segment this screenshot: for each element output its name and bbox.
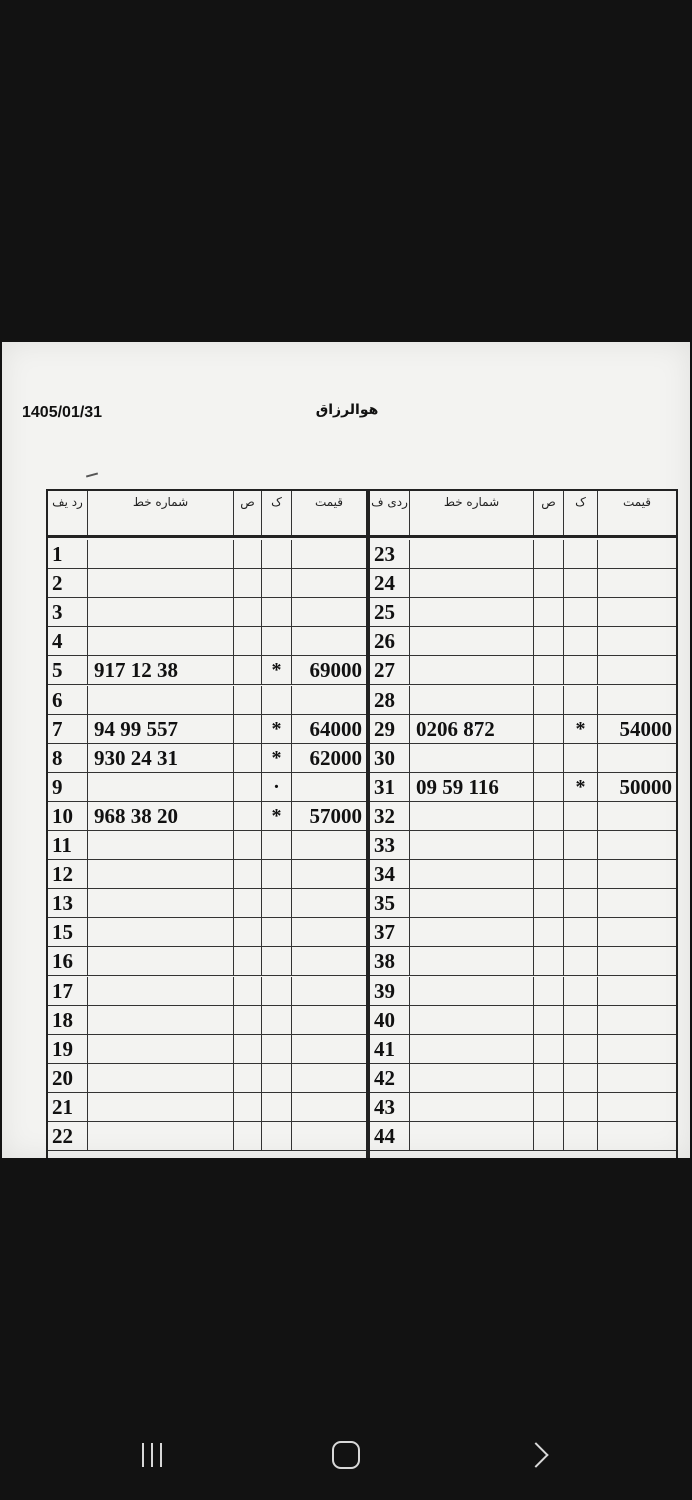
kaf-mark-cell xyxy=(262,627,292,655)
sad-mark-cell xyxy=(534,715,564,743)
kaf-mark-cell xyxy=(564,686,598,714)
kaf-mark-cell xyxy=(564,918,598,946)
recents-icon xyxy=(142,1443,162,1467)
price-cell xyxy=(292,598,366,626)
price-cell xyxy=(292,627,366,655)
row-number-cell: 17 xyxy=(48,977,88,1005)
ledger-table xyxy=(46,489,678,1158)
price-cell xyxy=(598,889,676,917)
sad-mark-cell xyxy=(534,831,564,859)
table-row xyxy=(370,540,676,569)
sad-mark-cell xyxy=(234,569,262,597)
table-row xyxy=(48,918,366,947)
row-number-cell: 13 xyxy=(48,889,88,917)
kaf-mark-cell xyxy=(262,569,292,597)
kaf-mark-cell xyxy=(262,540,292,568)
table-row xyxy=(370,656,676,685)
sad-mark-cell xyxy=(234,540,262,568)
home-button[interactable] xyxy=(316,1432,376,1478)
phone-number-cell xyxy=(88,686,234,714)
table-row xyxy=(48,627,366,656)
row-number-cell: 1 xyxy=(48,540,88,568)
ledger-left-half xyxy=(48,491,366,1158)
table-row xyxy=(370,860,676,889)
phone-number-cell: 94 99 557 xyxy=(88,715,234,743)
phone-number-cell: 930 24 31 xyxy=(88,744,234,772)
kaf-mark-cell xyxy=(564,569,598,597)
phone-number-cell xyxy=(88,1064,234,1092)
price-cell: 69000 xyxy=(309,658,362,683)
kaf-mark-cell: * xyxy=(262,715,292,743)
row-number-cell: 15 xyxy=(48,918,88,946)
row-number-cell: 32 xyxy=(370,802,410,830)
phone-number-cell xyxy=(410,889,534,917)
table-row xyxy=(48,947,366,976)
row-number-cell: 24 xyxy=(370,569,410,597)
kaf-mark-cell xyxy=(262,1093,292,1121)
kaf-mark-cell: · xyxy=(262,773,292,801)
table-row xyxy=(370,744,676,773)
sad-mark-cell xyxy=(534,977,564,1005)
phone-number-cell xyxy=(410,831,534,859)
table-row xyxy=(48,1064,366,1093)
row-number-cell: 39 xyxy=(370,977,410,1005)
table-row xyxy=(370,1122,676,1151)
table-row xyxy=(370,802,676,831)
header-rule xyxy=(48,535,366,538)
kaf-mark-cell xyxy=(262,889,292,917)
table-row xyxy=(370,947,676,976)
row-number-cell: 42 xyxy=(370,1064,410,1092)
phone-number-cell xyxy=(410,540,534,568)
phone-number-cell xyxy=(88,947,234,975)
sad-mark-cell xyxy=(534,1093,564,1121)
sad-mark-cell xyxy=(234,1035,262,1063)
price-cell xyxy=(598,1064,676,1092)
kaf-mark-cell: * xyxy=(262,744,292,772)
table-row xyxy=(370,1064,676,1093)
kaf-mark-cell xyxy=(564,540,598,568)
phone-number-cell xyxy=(88,977,234,1005)
table-row xyxy=(48,802,366,831)
phone-number-cell xyxy=(410,947,534,975)
phone-number-cell xyxy=(88,1093,234,1121)
sad-mark-cell xyxy=(234,744,262,772)
table-row xyxy=(48,1122,366,1151)
sad-mark-cell xyxy=(534,744,564,772)
kaf-mark-cell xyxy=(564,831,598,859)
phone-number-cell xyxy=(410,860,534,888)
row-number-cell: 7 xyxy=(48,715,88,743)
phone-number-cell xyxy=(410,627,534,655)
phone-number-cell xyxy=(410,744,534,772)
kaf-mark-cell xyxy=(564,1035,598,1063)
row-number-cell: 26 xyxy=(370,627,410,655)
back-button[interactable] xyxy=(510,1432,570,1478)
sad-mark-cell xyxy=(234,918,262,946)
header-row-no: ردی ف xyxy=(370,491,410,535)
phone-number-cell: 968 38 20 xyxy=(88,802,234,830)
phone-number-cell xyxy=(88,1006,234,1034)
row-number-cell: 2 xyxy=(48,569,88,597)
phone-number-cell xyxy=(88,1122,234,1150)
row-number-cell: 34 xyxy=(370,860,410,888)
table-row xyxy=(370,686,676,715)
phone-number-cell xyxy=(410,656,534,684)
phone-number-cell xyxy=(410,569,534,597)
phone-number-cell xyxy=(410,802,534,830)
row-number-cell: 3 xyxy=(48,598,88,626)
price-cell xyxy=(598,627,676,655)
table-row xyxy=(48,715,366,744)
row-number-cell: 25 xyxy=(370,598,410,626)
row-number-cell: 41 xyxy=(370,1035,410,1063)
price-cell xyxy=(292,918,366,946)
table-row xyxy=(48,1006,366,1035)
price-cell xyxy=(598,540,676,568)
kaf-mark-cell xyxy=(262,860,292,888)
sad-mark-cell xyxy=(534,1006,564,1034)
row-number-cell: 27 xyxy=(370,656,410,684)
row-number-cell: 10 xyxy=(48,802,88,830)
price-cell: 57000 xyxy=(309,803,362,828)
sad-mark-cell xyxy=(234,889,262,917)
sad-mark-cell xyxy=(234,715,262,743)
table-row xyxy=(48,569,366,598)
kaf-mark-cell xyxy=(564,947,598,975)
sad-mark-cell xyxy=(534,773,564,801)
ledger-right-half xyxy=(370,491,676,1158)
price-cell xyxy=(292,947,366,975)
phone-number-cell xyxy=(410,1064,534,1092)
row-number-cell: 4 xyxy=(48,627,88,655)
row-number-cell: 31 xyxy=(370,773,410,801)
price-cell xyxy=(292,1122,366,1150)
sad-mark-cell xyxy=(534,1122,564,1150)
table-row xyxy=(370,773,676,802)
price-cell xyxy=(292,889,366,917)
sad-mark-cell xyxy=(534,889,564,917)
kaf-mark-cell xyxy=(564,598,598,626)
table-row xyxy=(48,686,366,715)
phone-number-cell xyxy=(410,918,534,946)
sad-mark-cell xyxy=(534,540,564,568)
row-number-cell: 30 xyxy=(370,744,410,772)
phone-number-cell xyxy=(88,773,234,801)
table-row xyxy=(48,977,366,1006)
kaf-mark-cell xyxy=(262,1064,292,1092)
phone-number-cell xyxy=(88,860,234,888)
sad-mark-cell xyxy=(534,918,564,946)
sad-mark-cell xyxy=(534,656,564,684)
phone-number-cell xyxy=(88,598,234,626)
document-photo xyxy=(2,342,690,1158)
phone-number-cell: 09 59 116 xyxy=(410,773,534,801)
row-number-cell: 38 xyxy=(370,947,410,975)
kaf-mark-cell xyxy=(564,744,598,772)
header-sad: ص xyxy=(534,491,564,535)
kaf-mark-cell xyxy=(564,889,598,917)
kaf-mark-cell xyxy=(262,1035,292,1063)
header-price: قیمت xyxy=(622,495,652,509)
row-number-cell: 35 xyxy=(370,889,410,917)
price-cell xyxy=(598,831,676,859)
row-number-cell: 44 xyxy=(370,1122,410,1150)
price-cell xyxy=(598,977,676,1005)
price-cell: 50000 xyxy=(619,774,672,799)
table-row xyxy=(48,831,366,860)
table-row xyxy=(48,744,366,773)
table-row xyxy=(370,598,676,627)
sad-mark-cell xyxy=(234,1122,262,1150)
price-cell xyxy=(598,598,676,626)
price-cell xyxy=(292,831,366,859)
table-row xyxy=(370,1093,676,1122)
row-number-cell: 5 xyxy=(48,656,88,684)
kaf-mark-cell: * xyxy=(564,773,598,801)
sad-mark-cell xyxy=(534,686,564,714)
table-row xyxy=(48,598,366,627)
row-number-cell: 11 xyxy=(48,831,88,859)
kaf-mark-cell: * xyxy=(564,715,598,743)
kaf-mark-cell xyxy=(262,918,292,946)
price-cell xyxy=(292,1035,366,1063)
sad-mark-cell xyxy=(234,627,262,655)
row-number-cell: 8 xyxy=(48,744,88,772)
row-number-cell: 20 xyxy=(48,1064,88,1092)
sad-mark-cell xyxy=(534,1064,564,1092)
table-row xyxy=(370,918,676,947)
price-cell xyxy=(598,744,676,772)
price-cell xyxy=(292,540,366,568)
table-row xyxy=(370,569,676,598)
header-price: قیمت xyxy=(314,495,344,509)
price-cell xyxy=(292,569,366,597)
table-row xyxy=(48,773,366,802)
price-cell xyxy=(598,1093,676,1121)
phone-number-cell xyxy=(88,627,234,655)
sad-mark-cell xyxy=(234,802,262,830)
kaf-mark-cell xyxy=(262,686,292,714)
header-rule xyxy=(370,535,676,538)
phone-number-cell: 917 12 38 xyxy=(88,656,234,684)
sad-mark-cell xyxy=(534,1035,564,1063)
sad-mark-cell xyxy=(234,831,262,859)
price-cell xyxy=(292,1006,366,1034)
table-row xyxy=(370,977,676,1006)
row-number-cell: 18 xyxy=(48,1006,88,1034)
sad-mark-cell xyxy=(234,1006,262,1034)
row-number-cell: 37 xyxy=(370,918,410,946)
kaf-mark-cell xyxy=(564,977,598,1005)
price-cell xyxy=(598,1006,676,1034)
row-number-cell: 40 xyxy=(370,1006,410,1034)
price-cell: 54000 xyxy=(619,716,672,741)
kaf-mark-cell xyxy=(564,860,598,888)
kaf-mark-cell: * xyxy=(262,656,292,684)
price-cell xyxy=(292,977,366,1005)
kaf-mark-cell: * xyxy=(262,802,292,830)
kaf-mark-cell xyxy=(262,598,292,626)
phone-number-cell xyxy=(88,889,234,917)
sad-mark-cell xyxy=(234,1093,262,1121)
price-cell xyxy=(292,1064,366,1092)
table-row xyxy=(48,1093,366,1122)
table-row xyxy=(370,1035,676,1064)
header-row-no: رد یف xyxy=(48,491,88,535)
row-number-cell: 6 xyxy=(48,686,88,714)
price-cell xyxy=(598,947,676,975)
sad-mark-cell xyxy=(534,947,564,975)
table-row xyxy=(48,889,366,918)
sad-mark-cell xyxy=(234,860,262,888)
kaf-mark-cell xyxy=(564,1122,598,1150)
price-cell xyxy=(292,1093,366,1121)
price-cell xyxy=(598,860,676,888)
sad-mark-cell xyxy=(234,656,262,684)
phone-number-cell xyxy=(88,918,234,946)
row-number-cell: 22 xyxy=(48,1122,88,1150)
phone-number-cell xyxy=(88,1035,234,1063)
kaf-mark-cell xyxy=(564,802,598,830)
kaf-mark-cell xyxy=(564,1006,598,1034)
pen-mark xyxy=(86,472,98,477)
sheet-heading: هوالرزاق xyxy=(315,402,379,418)
sad-mark-cell xyxy=(534,802,564,830)
price-cell xyxy=(598,802,676,830)
price-cell xyxy=(598,1122,676,1150)
sad-mark-cell xyxy=(534,860,564,888)
table-row xyxy=(48,860,366,889)
phone-number-cell xyxy=(88,569,234,597)
price-cell xyxy=(598,1035,676,1063)
row-number-cell: 9 xyxy=(48,773,88,801)
row-number-cell: 28 xyxy=(370,686,410,714)
table-row xyxy=(370,627,676,656)
sad-mark-cell xyxy=(234,1064,262,1092)
kaf-mark-cell xyxy=(262,947,292,975)
kaf-mark-cell xyxy=(564,1064,598,1092)
phone-number-cell: 0206 872 xyxy=(410,715,534,743)
row-number-cell: 19 xyxy=(48,1035,88,1063)
phone-number-cell xyxy=(410,977,534,1005)
sheet-date: 1405/01/31 xyxy=(22,404,103,421)
phone-number-cell xyxy=(410,1093,534,1121)
row-number-cell: 21 xyxy=(48,1093,88,1121)
phone-number-cell xyxy=(410,598,534,626)
recents-button[interactable] xyxy=(122,1432,182,1478)
table-row xyxy=(370,889,676,918)
price-cell: 64000 xyxy=(309,716,362,741)
sad-mark-cell xyxy=(234,977,262,1005)
header-phone: شماره خط xyxy=(88,491,234,535)
sad-mark-cell xyxy=(234,773,262,801)
row-number-cell: 23 xyxy=(370,540,410,568)
row-number-cell: 43 xyxy=(370,1093,410,1121)
sad-mark-cell xyxy=(234,686,262,714)
phone-number-cell xyxy=(88,540,234,568)
table-row xyxy=(48,656,366,685)
phone-number-cell xyxy=(410,686,534,714)
price-cell: 62000 xyxy=(309,745,362,770)
sad-mark-cell xyxy=(234,598,262,626)
table-row xyxy=(48,540,366,569)
home-icon xyxy=(332,1441,360,1469)
kaf-mark-cell xyxy=(564,627,598,655)
sad-mark-cell xyxy=(534,598,564,626)
kaf-mark-cell xyxy=(262,1122,292,1150)
table-row xyxy=(370,1006,676,1035)
price-cell xyxy=(598,686,676,714)
kaf-mark-cell xyxy=(262,977,292,1005)
price-cell xyxy=(292,773,366,801)
header-kaf: ک xyxy=(564,491,598,535)
table-row xyxy=(370,831,676,860)
row-number-cell: 29 xyxy=(370,715,410,743)
price-cell xyxy=(598,569,676,597)
phone-number-cell xyxy=(410,1035,534,1063)
price-cell xyxy=(292,860,366,888)
kaf-mark-cell xyxy=(262,831,292,859)
kaf-mark-cell xyxy=(564,1093,598,1121)
header-phone: شماره خط xyxy=(410,491,534,535)
table-row xyxy=(370,715,676,744)
back-icon xyxy=(523,1442,548,1467)
price-cell xyxy=(598,918,676,946)
header-kaf: ک xyxy=(262,491,292,535)
row-number-cell: 16 xyxy=(48,947,88,975)
table-row xyxy=(48,1035,366,1064)
header-sad: ص xyxy=(234,491,262,535)
kaf-mark-cell xyxy=(262,1006,292,1034)
row-number-cell: 33 xyxy=(370,831,410,859)
phone-number-cell xyxy=(88,831,234,859)
android-nav-bar xyxy=(0,1410,692,1500)
sad-mark-cell xyxy=(234,947,262,975)
price-cell xyxy=(292,686,366,714)
sad-mark-cell xyxy=(534,569,564,597)
kaf-mark-cell xyxy=(564,656,598,684)
phone-number-cell xyxy=(410,1006,534,1034)
price-cell xyxy=(598,656,676,684)
row-number-cell: 12 xyxy=(48,860,88,888)
phone-number-cell xyxy=(410,1122,534,1150)
sad-mark-cell xyxy=(534,627,564,655)
